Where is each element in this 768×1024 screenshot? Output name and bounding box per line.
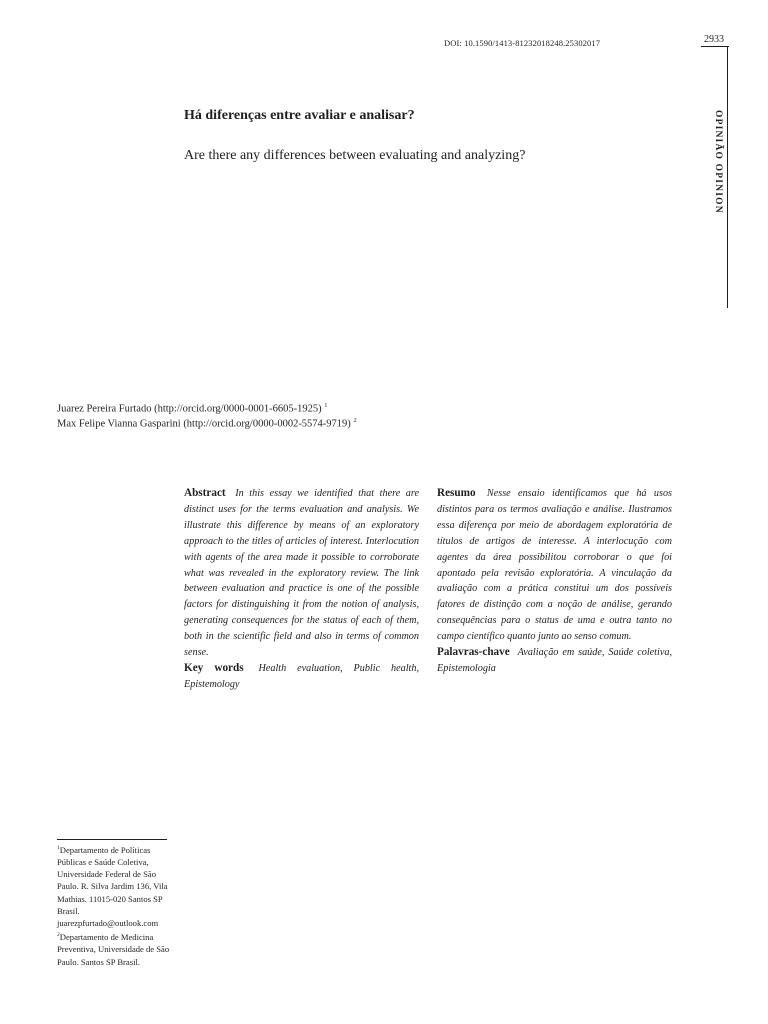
abstract-label: Abstract — [184, 487, 226, 499]
footnote-text: Departamento de Medicina Preventiva, Universidade de São Paulo. Santos SP Brasil. — [57, 932, 170, 967]
keywords-text: Health evaluation, Public health, Epistemology — [184, 662, 419, 690]
abstract-english — [184, 486, 419, 661]
abstract-text: In this essay we identified that there are distinct uses for the terms evaluation and analysis. We illustrate this difference by means of an exploratory approach to the titles of articles of interest. Interlocution with agents of the area made it possible to corroborate what was revealed in the exploratory review. The link between evaluation and practice is one of the possible factors for distinguishing it from the notion of analysis, generating consequences for the status of each of them, both in the scientific field and also in terms of common sense. — [184, 488, 420, 659]
footnote-text: Departamento de Políticas Públicas e Saúde Coletiva, Universidade Federal de São Paulo. R. Silva Jardim 136, Vila Mathias. 11015-020 Santos SP Brasil. juarezpfurtado@outlook.com — [57, 844, 168, 929]
footnote-2 — [57, 929, 173, 967]
section-label: OPINIÃO OPINION — [713, 110, 723, 214]
footnote-mark: 1 — [57, 845, 60, 851]
abstract-portuguese — [437, 486, 672, 645]
author-name: Max Felipe Vianna Gasparini (http://orcid.org/0000-0002-5574-9719) — [57, 418, 351, 430]
palavras-chave-label: Palavras-chave — [437, 646, 510, 659]
resumo-label: Resumo — [437, 487, 476, 499]
author-name: Juarez Pereira Furtado (http://orcid.org/0000-0001-6605-1925) — [57, 403, 322, 415]
side-rule-horizontal — [701, 46, 729, 47]
footnotes — [57, 842, 173, 968]
footnote-rule — [57, 839, 167, 840]
keywords-english — [184, 661, 419, 693]
footnote-1 — [57, 842, 173, 929]
page-number: 2933 — [704, 34, 724, 45]
title-portuguese: Há diferenças entre avaliar e analisar? — [184, 108, 415, 123]
resumo-text: Nesse ensaio identificamos que há usos distintos para os termos avaliação e análise. Ilustramos essa diferença por meio de abordagem exploratória de títulos de artigos de interesse. A interlocução com agentes da área possibilitou corroborar o que foi apontado pela revisão exploratória. A vinculação da avaliação com a prática constitui um dos possíveis fatores de distinção com a noção de análise, gerando consequências para o status de uma e outra tanto no campo científico quanto junto ao senso comum. — [437, 488, 673, 643]
author-affiliation-mark: 1 — [324, 402, 328, 409]
footnote-mark: 2 — [57, 932, 60, 939]
author-2 — [57, 417, 357, 430]
keywords-label: Key words — [184, 661, 244, 674]
keywords-portuguese — [437, 645, 672, 677]
author-affiliation-mark: 2 — [353, 417, 357, 424]
palavras-chave-text: Avaliação em saúde, Saúde coletiva, Epistemologia — [437, 647, 672, 674]
abstract-portuguese-column — [437, 486, 672, 677]
doi-text: DOI: 10.1590/1413-81232018248.25302017 — [444, 38, 601, 48]
author-1 — [57, 402, 327, 415]
side-rule-vertical — [727, 46, 728, 308]
title-english: Are there any differences between evaluating and analyzing? — [184, 148, 526, 163]
abstract-english-column — [184, 486, 419, 693]
